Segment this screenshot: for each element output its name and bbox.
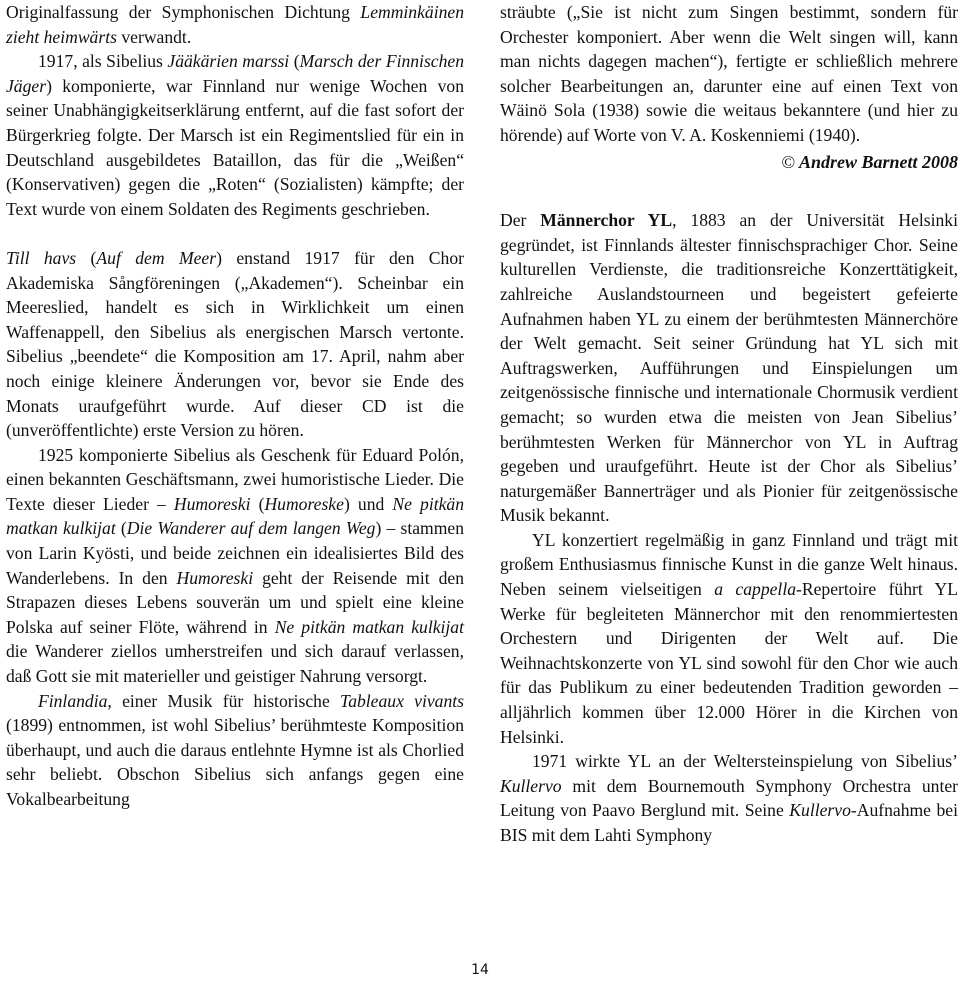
left-column — [6, 0, 464, 812]
paragraph-jaakarien-marssi: 1917, als Sibelius Jääkärien marssi (Marsch der Finnischen Jäger) komponierte, war Finnland nur wenige Wochen von seiner Unabhängigkeitserklärung entfernt, auf die fast sofort der Bürgerkrieg folgte. Der Marsch ist ein Regimentslied für ein in Deutschland ausgebildetes Bataillon, das für die „Weißen“ (Konservativen) gegen die „Roten“ (Sozialisten) kämpfte; der Text wurde von einem Soldaten des Regiments geschrieben. — [6, 51, 465, 219]
paragraph-maennerchor-yl: Der Männerchor YL, 1883 an der Universität Helsinki gegründet, ist Finnlands ältester finnischsprachiger Chor. Seine kulturellen Verdienste, die traditionsreiche Konzerttätigkeit, zahlreiche Auslandstourneen und begeistert gefeierte Aufnahmen haben YL zu einem der berühmtesten Männerchöre der Welt gemacht. Seit seiner Gründung hat YL sich mit Auftragswerken, Aufführungen und Einspielungen um zeitgenössische finnische und internationale Chormusik verdient gemacht; so wurden etwa die meisten von Jean Sibelius’ berühmtesten Werken für Männerchor von YL in Auftrag gegeben und uraufgeführt. Heute ist der Chor als Sibelius’ naturgemäßer Bannerträger und als Pionier für zeitgenössische Musik bekannt. — [500, 210, 958, 526]
paragraph-lemminkainen: Originalfassung der Symphonischen Dichtung Lemminkäinen zieht heimwärts verwandt. — [6, 2, 464, 47]
paragraph-finlandia: Finlandia, einer Musik für historische Tableaux vivants (1899) entnommen, ist wohl Sibelius’ berühmteste Komposition überhaupt, und auch die daraus entlehnte Hymne ist als Chorlied sehr beliebt. Obschon Sibelius sich anfangs gegen eine Vokalbearbeitung — [6, 690, 464, 809]
paragraph-kullervo: 1971 wirkte YL an der Weltersteinspielung von Sibelius’ Kullervo mit dem Bournemouth Symphony Orchestra unter Leitung von Paavo Berglund mit. Seine Kullervo-Aufnahme bei BIS mit dem Lahti Symphony — [500, 751, 958, 845]
paragraph-till-havs: Till havs (Auf dem Meer) enstand 1917 für den Chor Akademiska Sångföreningen („Akademen“). Scheinbar ein Meereslied, handelt es sich in Wirklichkeit um einen Waffenappell, den Sibelius als energischen Marsch vertonte. Sibelius „beendete“ die Komposition am 17. April, nahm aber noch einige kleinere Änderungen vor, bevor sie Ende des Monats uraufgeführt wurde. Auf dieser CD ist die (unveröffentlichte) erste Version zu hören. — [6, 247, 464, 441]
right-column — [500, 0, 958, 848]
paragraph-humoreski: 1925 komponierte Sibelius als Geschenk für Eduard Polón, einen bekannten Geschäftsmann, zwei humoristische Lieder. Die Texte dieser Lieder – Humoreski (Humoreske) und Ne pitkän matkan kulkijat (Die Wanderer auf dem langen Weg) – stammen von Larin Kyösti, und beide zeichnen ein idealisiertes Bild des Wanderlebens. In den Humoreski geht der Reisende mit den Strapazen dieses Lebens souverän um und spielt eine kleine Polska auf seiner Flöte, während in Ne pitkän matkan kulkijat die Wanderer ziellos umherstreifen und sich darauf verlassen, daß Gott sie mit materieller und geistiger Nahrung versorgt. — [6, 444, 465, 687]
copyright-icon: © — [781, 151, 796, 172]
paragraph-yl-concerts: YL konzertiert regelmäßig in ganz Finnland und trägt mit großem Enthusiasmus finnische Kunst in die ganze Welt hinaus. Neben seinem vielseitigen a cappella-Repertoire führt YL Werke für begleiteten Männerchor mit den renommiertesten Orchestern und Dirigenten der Welt auf. Die Weihnachtskonzerte von YL sind sowohl für den Chor wie auch für das Publikum zu einer bedeutenden Tradition geworden – alljährlich kommen über 12.000 Hörer in die Kirchen von Helsinki. — [500, 529, 959, 747]
page-number: 14 — [471, 962, 489, 978]
paragraph-finlandia-continued: sträubte („Sie ist nicht zum Singen bestimmt, sondern für Orchester komponiert. Aber wenn die Welt singen will, kann man nichts dagegen machen“), fertigte er schließlich mehrere solcher Bearbeitungen an, darunter eine auf einen Text von Wäinö Sola (1938) sowie die weitaus bekanntere (und hier zu hörende) auf Worte von V. A. Koskenniemi (1940). — [500, 2, 958, 145]
copyright-line: © Andrew Barnett 2008 — [781, 151, 958, 172]
